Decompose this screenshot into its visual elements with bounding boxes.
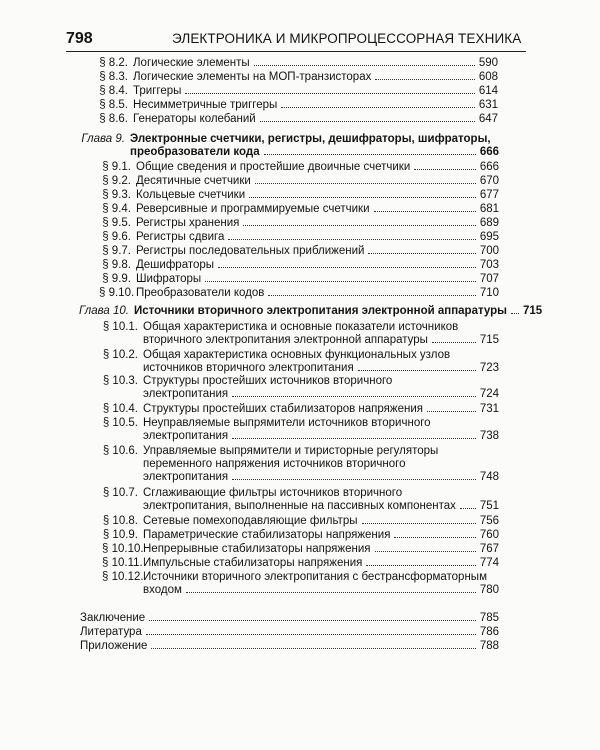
toc-entry-number: § 8.6. xyxy=(99,113,128,125)
dotted-leader xyxy=(186,592,476,593)
dotted-leader xyxy=(366,565,475,566)
dotted-leader xyxy=(358,370,476,371)
toc-entry xyxy=(75,612,499,625)
toc-entry-title: вторичного электропитания электронной аппаратуры xyxy=(143,334,428,346)
toc-entry-line xyxy=(71,146,499,159)
toc-entry xyxy=(75,640,499,653)
toc-entry xyxy=(102,557,499,570)
dotted-leader xyxy=(149,620,476,621)
toc-entry-number: § 10.4. xyxy=(102,403,138,415)
toc-entry-line xyxy=(99,273,499,286)
toc-entry-page: 738 xyxy=(479,430,499,442)
toc-entry-title: Общая характеристика и основные показатели источников xyxy=(143,321,459,333)
toc-entry-number: Глава 9. xyxy=(81,133,125,145)
toc-entry-line xyxy=(99,175,499,188)
toc-entry-line xyxy=(96,57,498,70)
toc-entry-title: Параметрические стабилизаторы напряжения xyxy=(143,529,391,541)
toc-entry xyxy=(99,217,499,230)
toc-entry-line xyxy=(96,85,498,98)
dotted-leader xyxy=(146,634,476,635)
toc-entry-title: Логические элементы на МОП-транзисторах xyxy=(133,71,372,83)
dotted-leader xyxy=(264,154,476,155)
toc-entry-page: 666 xyxy=(479,161,499,173)
toc-entry-number: § 10.2. xyxy=(102,349,138,361)
toc-entry xyxy=(99,203,499,216)
toc-entry-number: § 9.7. xyxy=(102,245,131,257)
dotted-leader xyxy=(232,479,476,480)
dotted-leader xyxy=(414,169,476,170)
toc-entry-number: § 8.3. xyxy=(99,71,128,83)
dotted-leader xyxy=(185,93,474,94)
toc-entry-title: переменного напряжения источников вторичного xyxy=(143,458,406,470)
toc-entry-title: Генераторы колебаний xyxy=(133,113,256,125)
toc-entry-line xyxy=(102,388,499,401)
toc-entry-number: § 10.10. xyxy=(102,543,144,555)
toc-entry xyxy=(75,626,499,639)
toc-entry-title: Электронные счетчики, регистры, дешифраторы, шифраторы, xyxy=(130,133,491,145)
toc-entry-number: § 9.8. xyxy=(102,259,131,271)
toc-entry-page: 700 xyxy=(479,245,499,257)
toc-entry-number: § 10.8. xyxy=(102,515,138,527)
toc-entry xyxy=(102,571,499,597)
toc-entry-title: преобразователи кода xyxy=(130,146,260,158)
toc-entry-number: § 9.2. xyxy=(102,175,131,187)
toc-entry-title: входом xyxy=(143,584,182,596)
toc-entry-page: 710 xyxy=(479,287,499,299)
toc-entry-page: 715 xyxy=(479,334,499,346)
toc-entry-title: Несимметричные триггеры xyxy=(133,99,278,111)
toc-entry-number: § 10.1. xyxy=(102,321,138,333)
toc-entry-number: § 10.3. xyxy=(102,375,138,387)
toc-entry-line xyxy=(99,245,499,258)
toc-entry-page: 780 xyxy=(479,584,499,596)
dotted-leader xyxy=(394,537,475,538)
dotted-leader xyxy=(368,253,475,254)
toc-entry-title: Источники вторичного электропитания с бестрансформаторным xyxy=(143,571,487,583)
toc-entry-page: 681 xyxy=(479,203,499,215)
toc-entry-number: § 10.6. xyxy=(102,445,138,457)
toc-entry xyxy=(96,113,498,126)
dotted-leader xyxy=(254,65,475,66)
toc-entry-line xyxy=(75,626,499,639)
toc-entry xyxy=(102,515,499,528)
toc-entry-page: 689 xyxy=(479,217,499,229)
toc-entry-line xyxy=(99,161,499,174)
toc-entry-line xyxy=(102,543,499,556)
dotted-leader xyxy=(460,508,476,509)
dotted-leader xyxy=(374,211,476,212)
toc-entry xyxy=(102,529,499,542)
toc-entry xyxy=(102,445,499,484)
toc-entry-line xyxy=(102,403,499,416)
toc-entry-page: 756 xyxy=(479,515,499,527)
toc-entry xyxy=(96,99,498,112)
toc-entry-line xyxy=(99,189,499,202)
toc-entry-number: § 9.6. xyxy=(102,231,131,243)
toc-entry-number: § 9.1. xyxy=(102,161,131,173)
toc-entry-line xyxy=(102,515,499,528)
toc-entry-title: Приложение xyxy=(80,640,148,652)
toc-entry-line xyxy=(102,571,499,584)
toc-entry-title: Сетевые помехоподавляющие фильтры xyxy=(143,515,358,527)
toc-entry-line xyxy=(102,362,499,375)
toc-entry-number: § 10.7. xyxy=(102,487,138,499)
toc-entry-page: 695 xyxy=(479,231,499,243)
toc-entry-page: 751 xyxy=(479,500,499,512)
toc-entry-number: § 10.9. xyxy=(102,529,138,541)
toc-entry-title: Общие сведения и простейшие двоичные счетчики xyxy=(136,161,411,173)
toc-entry-number: § 9.10. xyxy=(99,287,135,299)
dotted-leader xyxy=(268,295,475,296)
toc-entry xyxy=(99,161,499,174)
toc-entry-page: 788 xyxy=(479,640,499,652)
toc-entry-number: § 9.5. xyxy=(102,217,131,229)
dotted-leader xyxy=(151,648,475,649)
toc-entry-page: 677 xyxy=(479,189,499,201)
toc-entry-line xyxy=(102,417,499,430)
toc-entry-page: 774 xyxy=(479,557,499,569)
toc-entry-title: Реверсивные и программируемые счетчики xyxy=(136,203,370,215)
toc-entry-title: Неуправляемые выпрямители источников вторичного xyxy=(143,417,431,429)
toc-chapter-entry xyxy=(71,305,543,318)
toc-entry-title: Шифраторы xyxy=(136,273,202,285)
toc-entry-line xyxy=(102,557,499,570)
toc-entry-title: Регистры сдвига xyxy=(136,231,225,243)
toc-entry-title: Непрерывные стабилизаторы напряжения xyxy=(143,543,371,555)
toc-entry-title: Триггеры xyxy=(133,85,182,97)
toc-entry-line xyxy=(75,612,499,625)
toc-entry xyxy=(99,245,499,258)
toc-entry xyxy=(102,487,499,513)
toc-entry-page: 786 xyxy=(479,626,499,638)
toc-entry-title: Заключение xyxy=(80,612,146,624)
toc-entry-title: Кольцевые счетчики xyxy=(136,189,246,201)
toc-entry-number: § 9.9. xyxy=(102,273,131,285)
toc-entry-line xyxy=(102,430,499,443)
toc-entry-page: 703 xyxy=(479,259,499,271)
toc-entry-line xyxy=(102,529,499,542)
toc-entry-title: электропитания xyxy=(143,430,229,442)
toc-entry-page: 748 xyxy=(479,471,499,483)
toc-entry-page: 590 xyxy=(478,57,498,69)
dotted-leader xyxy=(362,523,476,524)
toc-entry-line xyxy=(75,640,499,653)
toc-entry-line xyxy=(96,99,498,112)
toc-entry-number: § 8.4. xyxy=(99,85,128,97)
toc-entry-title: Структуры простейших стабилизаторов напряжения xyxy=(143,403,423,415)
toc-entry-number: Глава 10. xyxy=(79,305,129,317)
toc-entry-line xyxy=(102,445,499,458)
toc-entry-title: Структуры простейших источников вторичного xyxy=(143,375,393,387)
toc-entry-page: 715 xyxy=(522,305,543,317)
toc-entry-line xyxy=(102,334,499,347)
toc-entry-line xyxy=(102,500,499,513)
toc-entry-number: § 8.2. xyxy=(99,57,128,69)
dotted-leader xyxy=(255,183,476,184)
dotted-leader xyxy=(228,239,475,240)
toc-entry-title: Общая характеристика основных функциональных узлов xyxy=(143,349,451,361)
toc-entry-line xyxy=(102,584,499,597)
dotted-leader xyxy=(375,79,474,80)
toc-entry-title: Регистры последовательных приближений xyxy=(136,245,365,257)
toc-entry xyxy=(99,189,499,202)
toc-entry-page: 614 xyxy=(478,85,498,97)
dotted-leader xyxy=(205,281,476,282)
dotted-leader xyxy=(218,267,476,268)
dotted-leader xyxy=(243,225,475,226)
toc-entry xyxy=(99,175,499,188)
toc-entry-page: 785 xyxy=(479,612,499,624)
toc-entry-title: Регистры хранения xyxy=(136,217,240,229)
toc-entry-number: § 8.5. xyxy=(99,99,128,111)
toc-entry xyxy=(99,287,499,300)
toc-entry-page: 666 xyxy=(479,146,499,158)
toc-entry-page: 631 xyxy=(478,99,498,111)
toc-entry-title: электропитания, выполненные на пассивных компонентах xyxy=(143,500,456,512)
dotted-leader xyxy=(232,396,476,397)
toc-entry-title: Сглаживающие фильтры источников вторичного xyxy=(143,487,403,499)
toc-chapter-entry xyxy=(71,133,499,159)
toc-entry-title: Логические элементы xyxy=(133,57,250,69)
toc-entry xyxy=(102,375,499,401)
toc-entry-page: 670 xyxy=(479,175,499,187)
toc-entry-title: Десятичные счетчики xyxy=(136,175,251,187)
toc-entry xyxy=(99,231,499,244)
toc-entry-number: § 10.5. xyxy=(102,417,138,429)
toc-entry-line xyxy=(102,375,499,388)
toc-entry-line xyxy=(71,133,499,146)
toc-entry-line xyxy=(99,203,499,216)
toc-entry-line xyxy=(102,349,499,362)
toc-entry-line xyxy=(99,217,499,230)
toc-entry-line xyxy=(99,259,499,272)
dotted-leader xyxy=(427,411,476,412)
toc-entry-line xyxy=(71,305,543,318)
toc-entry xyxy=(99,259,499,272)
toc-entry-title: Источники вторичного электропитания электронной аппаратуры xyxy=(134,305,507,317)
toc-entry-title: электропитания xyxy=(143,388,229,400)
toc-entry-line xyxy=(102,487,499,500)
toc-entry-title: источников вторичного электропитания xyxy=(143,362,354,374)
toc-entry-line xyxy=(96,113,498,126)
toc-entry-title: электропитания xyxy=(143,471,229,483)
toc-entry xyxy=(99,273,499,286)
toc-entry-number: § 9.4. xyxy=(102,203,131,215)
toc-entry xyxy=(102,321,499,347)
dotted-leader xyxy=(260,121,475,122)
toc-entry-line xyxy=(102,458,499,471)
toc-entry-page: 608 xyxy=(478,71,498,83)
toc-entry-title: Дешифраторы xyxy=(136,259,215,271)
dotted-leader xyxy=(375,551,476,552)
running-title: ЭЛЕКТРОНИКА И МИКРОПРОЦЕССОРНАЯ ТЕХНИКА xyxy=(172,31,522,46)
toc-entry-page: 724 xyxy=(479,388,499,400)
toc-entry xyxy=(102,349,499,375)
dotted-leader xyxy=(432,342,476,343)
toc-entry-page: 723 xyxy=(479,362,499,374)
toc-entry-page: 760 xyxy=(479,529,499,541)
toc-entry-title: Импульсные стабилизаторы напряжения xyxy=(143,557,363,569)
toc-entry-page: 767 xyxy=(479,543,499,555)
dotted-leader xyxy=(281,107,475,108)
toc-entry-title: Литература xyxy=(80,626,142,638)
toc-entry xyxy=(96,85,498,98)
toc-entry-line xyxy=(99,287,499,300)
toc-entry xyxy=(96,57,498,70)
toc-entry-number: § 10.12. xyxy=(102,571,144,583)
dotted-leader xyxy=(232,438,476,439)
dotted-leader xyxy=(511,313,519,314)
toc-entry xyxy=(96,71,498,84)
toc-entry-line xyxy=(102,471,499,484)
toc-entry-title: Управляемые выпрямители и тиристорные регуляторы xyxy=(143,445,439,457)
toc-entry-line xyxy=(102,321,499,334)
toc-entry xyxy=(102,403,499,416)
dotted-leader xyxy=(249,197,476,198)
page-number: 798 xyxy=(66,30,93,47)
toc-entry xyxy=(102,417,499,443)
toc-entry xyxy=(102,543,499,556)
toc-entry-title: Преобразователи кодов xyxy=(136,287,265,299)
toc-entry-number: § 10.11. xyxy=(102,557,143,569)
toc-entry-page: 707 xyxy=(479,273,499,285)
toc-entry-line xyxy=(96,71,498,84)
toc-entry-page: 731 xyxy=(479,403,499,415)
toc-entry-page: 647 xyxy=(478,113,498,125)
toc-entry-number: § 9.3. xyxy=(102,189,131,201)
toc-entry-line xyxy=(99,231,499,244)
